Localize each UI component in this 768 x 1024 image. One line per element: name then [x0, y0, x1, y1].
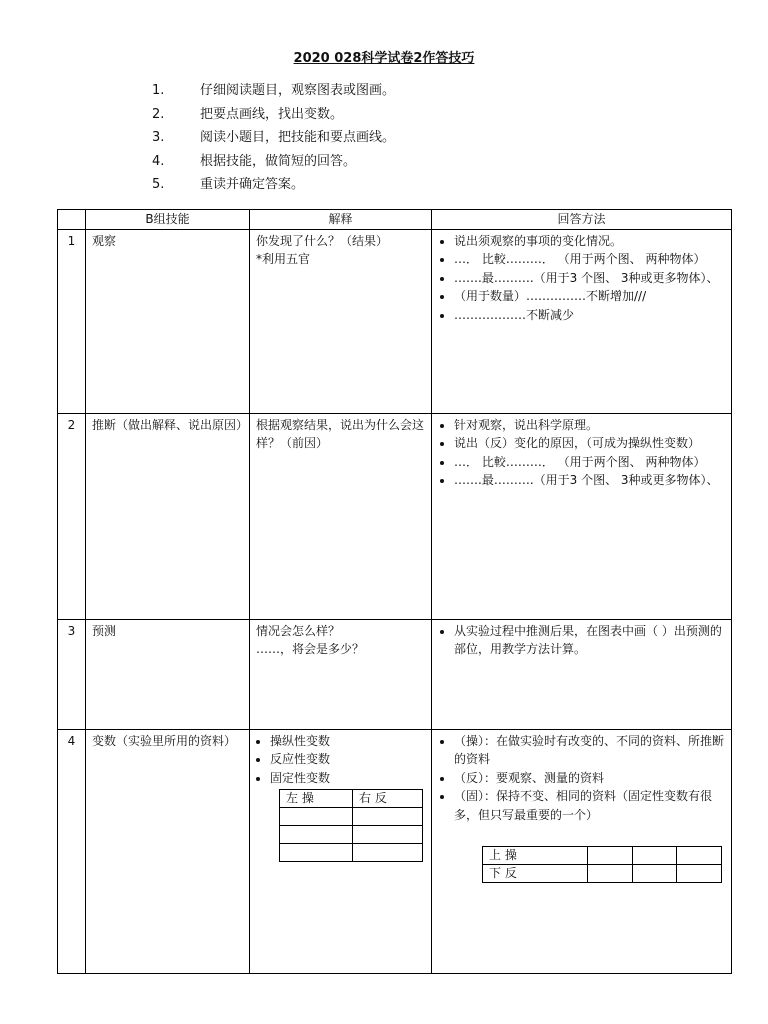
table-row [58, 729, 732, 973]
mini-cell [677, 847, 722, 865]
list-item: • 说出须观察的事项的变化情况。 [454, 232, 725, 251]
method-cell [432, 729, 732, 973]
mini-cell [353, 826, 423, 844]
list-item: • （固）：保持不变、相同的资料（固定性变数有很多，但只写最重要的一个） [454, 787, 725, 824]
list-item: • （操）：在做实验时有改变的、不同的资料、所推断的资料 [454, 732, 725, 769]
header-skill: B组技能 [86, 210, 250, 230]
table-row [58, 413, 732, 619]
mini-cell [280, 826, 353, 844]
list-item: • 说出（反）变化的原因，（可成为操纵性变数） [454, 434, 725, 453]
mini-cell [353, 808, 423, 826]
explain-cell: 根据观察结果，说出为什么会这样？（前因） [250, 413, 432, 619]
mini-row-label: 上 操 [483, 847, 588, 865]
list-item: • 固定性变数 [270, 769, 425, 788]
table-header-row [58, 210, 732, 230]
step-item: 4. 根据技能，做简短的回答。 [152, 153, 357, 169]
table-row [58, 229, 732, 413]
list-item: • 针对观察，说出科学原理。 [454, 416, 725, 435]
list-item: • 反应性变数 [270, 750, 425, 769]
explain-cell: 情况会怎么样？ ……，将会是多少？ [250, 619, 432, 729]
header-explain: 解释 [250, 210, 432, 230]
row-number: 3 [58, 619, 86, 729]
mini-header-left: 左 操 [280, 790, 353, 808]
table-row [58, 619, 732, 729]
mini-row-label: 下 反 [483, 865, 588, 883]
row-number: 4 [58, 729, 86, 973]
list-item: • （反）：要观察、测量的资料 [454, 769, 725, 788]
header-num [58, 210, 86, 230]
list-item: • …． 比較………． （用于两个图、 两种物体） [454, 453, 725, 472]
row-number: 1 [58, 229, 86, 413]
mini-cell [280, 808, 353, 826]
list-item: • （用于数量）……………不断增加/// [454, 287, 725, 306]
mini-cell [677, 865, 722, 883]
skill-cell: 观察 [86, 229, 250, 413]
skill-cell: 预测 [86, 619, 250, 729]
list-item: • …….最……….（用于3 个图、 3种或更多物体）、 [454, 269, 725, 288]
mini-cell [632, 865, 677, 883]
mini-cell [588, 847, 633, 865]
header-method: 回答方法 [432, 210, 732, 230]
method-cell [432, 229, 732, 413]
steps-list [152, 81, 395, 199]
skill-cell: 推断（做出解释、说出原因） [86, 413, 250, 619]
skill-cell: 变数（实验里所用的资料） [86, 729, 250, 973]
list-item: • 操纵性变数 [270, 732, 425, 751]
list-item: • …….最……….（用于3 个图、 3种或更多物体）、 [454, 471, 725, 490]
mini-cell [280, 844, 353, 862]
step-item: 1. 仔细阅读题目，观察图表或图画。 [152, 83, 396, 98]
list-item: • ………………不断减少 [454, 306, 725, 325]
explain-cell [250, 729, 432, 973]
mini-header-right: 右 反 [353, 790, 423, 808]
mini-cell [632, 847, 677, 865]
list-item: • …． 比較………． （用于两个图、 两种物体） [454, 250, 725, 269]
list-item: • 从实验过程中推测后果，在图表中画（ ）出预测的部位，用教学方法计算。 [454, 622, 725, 659]
variable-mini-table-left [279, 789, 423, 862]
step-item: 5. 重读并确定答案。 [152, 177, 305, 192]
skills-table [57, 209, 732, 974]
method-cell [432, 619, 732, 729]
explain-cell: 你发现了什么？（结果） *利用五官 [250, 229, 432, 413]
step-item: 3. 阅读小题目，把技能和要点画线。 [152, 130, 396, 145]
mini-cell [588, 865, 633, 883]
page-title: 2020 028科学试卷2作答技巧 [293, 51, 475, 66]
row-number: 2 [58, 413, 86, 619]
method-cell [432, 413, 732, 619]
step-item: 2. 把要点画线，找出变数。 [152, 106, 344, 122]
mini-cell [353, 844, 423, 862]
variable-mini-table-right [482, 846, 722, 883]
